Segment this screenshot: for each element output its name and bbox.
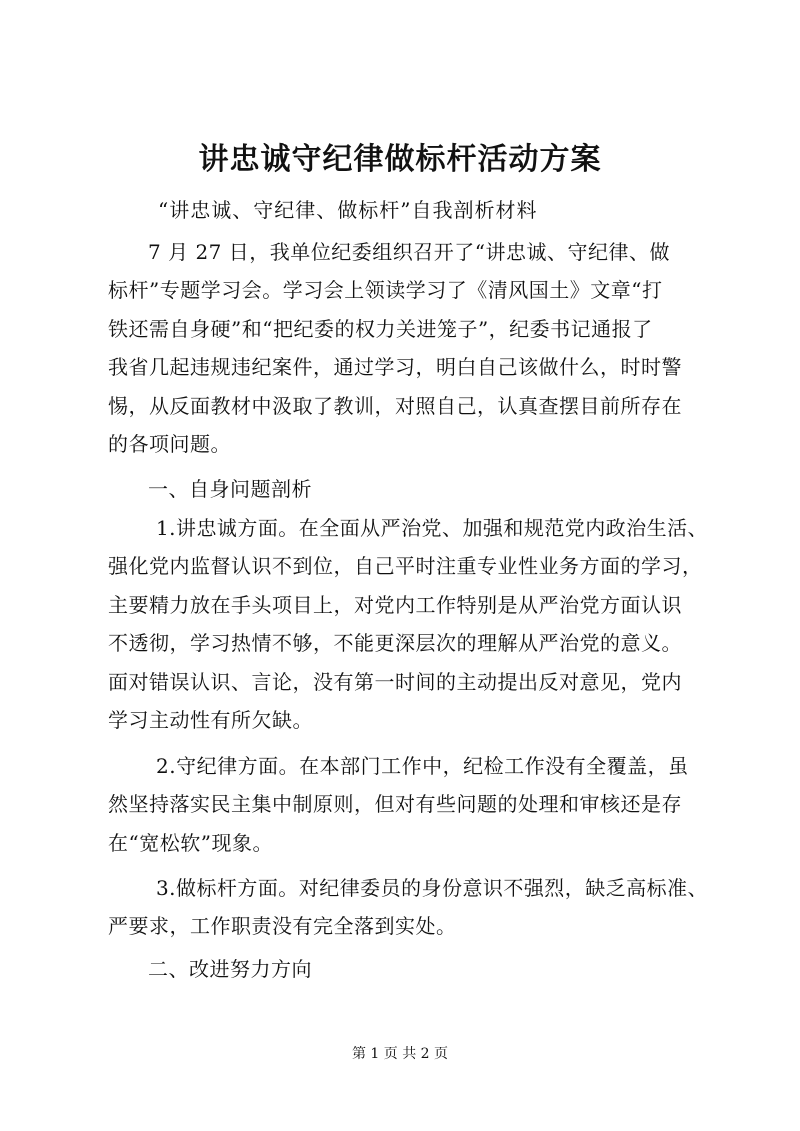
text-line: 我省几起违规违纪案件，通过学习，明白自己该做什么，时时警 — [108, 355, 682, 380]
text-line: 铁还需自身硬”和“把纪委的权力关进笼子”，纪委书记通报了 — [108, 316, 653, 341]
text-line: 在“宽松软”现象。 — [108, 830, 273, 855]
text-line: 标杆”专题学习会。学习会上领读学习了《清风国土》文章“打 — [108, 278, 663, 303]
document-title: 讲忠诚守纪律做标杆活动方案 — [198, 142, 602, 177]
text-line: 3.做标杆方面。对纪律委员的身份意识不强烈，缺乏高标准、 — [156, 876, 708, 900]
text-line: 强化党内监督认识不到位，自己平时注重专业性业务方面的学习， — [108, 554, 703, 579]
text-line: 严要求，工作职责没有完全落到实处。 — [108, 914, 457, 939]
text-line: 7 月 27 日，我单位纪委组织召开了“讲忠诚、守纪律、做 — [148, 240, 670, 264]
section-heading-text: 一、自身问题剖析 — [148, 477, 312, 501]
page-footer: 第 1 页 共 2 页 — [351, 1046, 449, 1062]
text-line: 惕，从反面教材中汲取了教训，对照自己，认真查摆目前所存在 — [108, 393, 682, 418]
text-line: 主要精力放在手头项目上，对党内工作特别是从严治党方面认识 — [108, 592, 682, 617]
text-line: 然坚持落实民主集中制原则，但对有些问题的处理和审核还是存 — [108, 792, 682, 817]
section-heading-1 — [108, 470, 708, 508]
section-heading-text: 二、改进努力方向 — [148, 957, 312, 981]
text-line: 面对错误认识、言论，没有第一时间的主动提出反对意见，党内 — [108, 669, 682, 694]
paragraph-benchmark — [108, 869, 708, 946]
paragraph-loyalty — [108, 509, 708, 739]
text-line: 2.守纪律方面。在本部门工作中，纪检工作没有全覆盖，虽 — [156, 754, 689, 778]
text-line: 的各项问题。 — [108, 432, 231, 457]
text-line: 1.讲忠诚方面。在全面从严治党、加强和规范党内政治生活、 — [156, 516, 708, 540]
paragraph-intro — [108, 233, 708, 463]
section-heading-2 — [108, 950, 708, 988]
text-line: 不透彻，学习热情不够，不能更深层次的理解从严治党的意义。 — [108, 631, 682, 656]
text-line: 学习主动性有所欠缺。 — [108, 708, 313, 733]
document-subtitle: “讲忠诚、守纪律、做标杆”自我剖析材料 — [158, 198, 538, 222]
paragraph-discipline — [108, 747, 708, 862]
